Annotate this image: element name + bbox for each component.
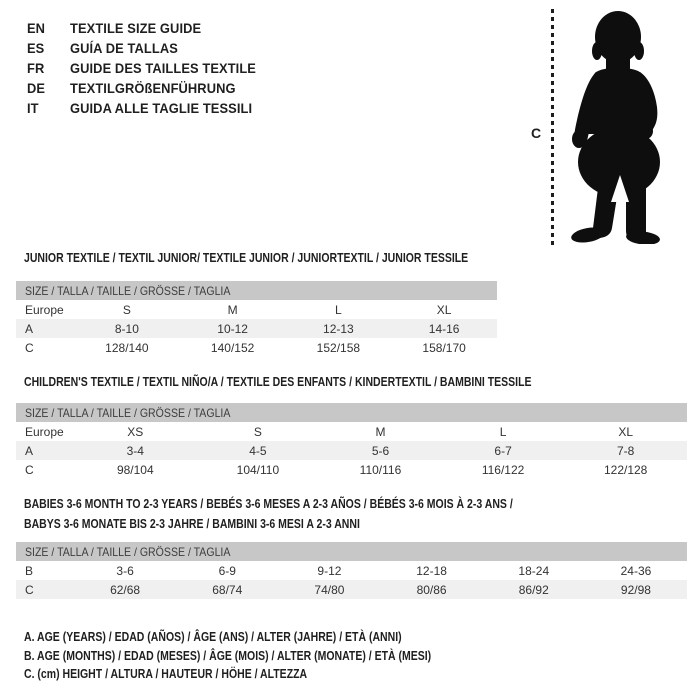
row-label: A	[25, 321, 34, 336]
size-value: S	[253, 424, 262, 439]
table-body	[16, 300, 497, 357]
size-value: 9-12	[317, 563, 342, 578]
legend	[24, 628, 509, 684]
size-value: M	[375, 424, 386, 439]
row-label: C	[25, 462, 34, 477]
size-value: 8-10	[114, 321, 139, 336]
legend-line: A. AGE (YEARS) / EDAD (AÑOS) / ÂGE (ANS) / ALTER (JAHRE) / ETÀ (ANNI)	[24, 630, 402, 644]
table-row	[16, 319, 497, 338]
size-value: 92/98	[620, 582, 651, 597]
language-row	[27, 38, 272, 58]
size-value: 158/170	[422, 340, 466, 355]
size-value: 7-8	[617, 443, 635, 458]
guide-title: GUIDA ALLE TAGLIE TESSILI	[70, 100, 253, 116]
size-value: XL	[618, 424, 634, 439]
table-title-line: BABYS 3-6 MONATE BIS 2-3 JAHRE / BAMBINI 3-6 MESI A 2-3 ANNI	[24, 517, 360, 531]
table-row	[16, 441, 687, 460]
row-label: A	[25, 443, 34, 458]
size-value: 62/68	[110, 582, 141, 597]
legend-line: C. (cm) HEIGHT / ALTURA / HAUTEUR / HÖHE / ALTEZZA	[24, 667, 308, 681]
junior-textile-section	[16, 248, 497, 357]
language-code: IT	[27, 100, 39, 116]
size-value: 152/158	[316, 340, 361, 355]
language-code: DE	[27, 80, 46, 96]
size-value: 116/122	[481, 462, 525, 477]
row-label: B	[25, 563, 34, 578]
size-value: 12-18	[416, 563, 447, 578]
guide-title: GUIDE DES TAILLES TEXTILE	[70, 60, 256, 76]
size-value: 128/140	[105, 340, 149, 355]
childrens-textile-section	[16, 372, 687, 479]
size-header-bar	[16, 281, 497, 300]
childrens-textile-title	[16, 372, 687, 392]
guide-title: TEXTILE SIZE GUIDE	[70, 20, 202, 36]
size-value: 18-24	[518, 563, 550, 578]
row-label: Europe	[25, 302, 64, 317]
row-label: C	[25, 340, 34, 355]
size-value: 98/104	[116, 462, 154, 477]
junior-textile-title	[16, 248, 497, 268]
size-header-bar	[16, 403, 687, 422]
language-title-list	[27, 18, 272, 118]
size-value: 10-12	[217, 321, 248, 336]
language-row	[27, 78, 272, 98]
height-measure-label: C	[531, 125, 542, 141]
size-header-label: SIZE / TALLA / TAILLE / GRÖSSE / TAGLIA	[25, 405, 231, 420]
size-header-bar	[16, 542, 687, 561]
size-header-label: SIZE / TALLA / TAILLE / GRÖSSE / TAGLIA	[25, 283, 231, 298]
size-value: 86/92	[518, 582, 549, 597]
table-title-line: JUNIOR TEXTILE / TEXTIL JUNIOR/ TEXTILE JUNIOR / JUNIORTEXTIL / JUNIOR TESSILE	[24, 251, 469, 265]
babies-textile-title	[16, 494, 687, 534]
language-row	[27, 18, 272, 38]
language-code: ES	[27, 40, 45, 56]
size-value: 110/116	[359, 462, 402, 477]
size-value: 6-9	[218, 563, 236, 578]
size-value: M	[227, 302, 238, 317]
table-row	[16, 580, 687, 599]
babies-textile-section	[16, 494, 687, 599]
table-title-line: BABIES 3-6 MONTH TO 2-3 YEARS / BEBÉS 3-6 MESES A 2-3 AÑOS / BÉBÉS 3-6 MOIS À 2-3 ANS /	[24, 497, 513, 511]
language-code: EN	[27, 20, 46, 36]
table-title-line: CHILDREN'S TEXTILE / TEXTIL NIÑO/A / TEXTILE DES ENFANTS / KINDERTEXTIL / BAMBINI TESSILE	[24, 375, 532, 389]
language-row	[27, 58, 272, 78]
guide-title: GUÍA DE TALLAS	[70, 40, 178, 56]
row-label: Europe	[25, 424, 64, 439]
size-value: 80/86	[416, 582, 447, 597]
size-value: 3-6	[116, 563, 134, 578]
toddler-silhouette-icon	[562, 10, 665, 244]
row-label: C	[25, 582, 34, 597]
size-value: XS	[127, 424, 144, 439]
size-value: 12-13	[323, 321, 354, 336]
table-row	[16, 422, 687, 441]
table-row	[16, 561, 687, 580]
size-header-label: SIZE / TALLA / TAILLE / GRÖSSE / TAGLIA	[25, 544, 231, 559]
size-value: S	[122, 302, 131, 317]
table-row	[16, 338, 497, 357]
size-value: 68/74	[212, 582, 243, 597]
legend-line: B. AGE (MONTHS) / EDAD (MESES) / ÂGE (MOIS) / ALTER (MONATE) / ETÀ (MESI)	[24, 648, 432, 663]
size-value: L	[335, 302, 342, 317]
size-value: 122/128	[603, 462, 648, 477]
size-value: 74/80	[314, 582, 345, 597]
table-row	[16, 300, 497, 319]
childrens-textile-table	[16, 403, 687, 479]
size-value: 14-16	[428, 321, 460, 336]
size-value: 5-6	[371, 443, 390, 458]
height-dotted-line	[551, 9, 554, 245]
size-value: 104/110	[236, 462, 280, 477]
language-row	[27, 98, 272, 118]
size-value: 4-5	[249, 443, 267, 458]
table-row	[16, 460, 687, 479]
table-body	[16, 561, 687, 599]
table-body	[16, 422, 687, 479]
language-code: FR	[27, 60, 45, 76]
size-value: 3-4	[126, 443, 144, 458]
size-value: 140/152	[210, 340, 255, 355]
babies-textile-table	[16, 542, 687, 599]
size-value: 24-36	[620, 563, 652, 578]
guide-title: TEXTILGRÖßENFÜHRUNG	[70, 80, 236, 96]
size-value: 6-7	[494, 443, 512, 458]
size-value: XL	[436, 302, 452, 317]
size-value: L	[499, 424, 507, 439]
junior-textile-table	[16, 281, 497, 357]
